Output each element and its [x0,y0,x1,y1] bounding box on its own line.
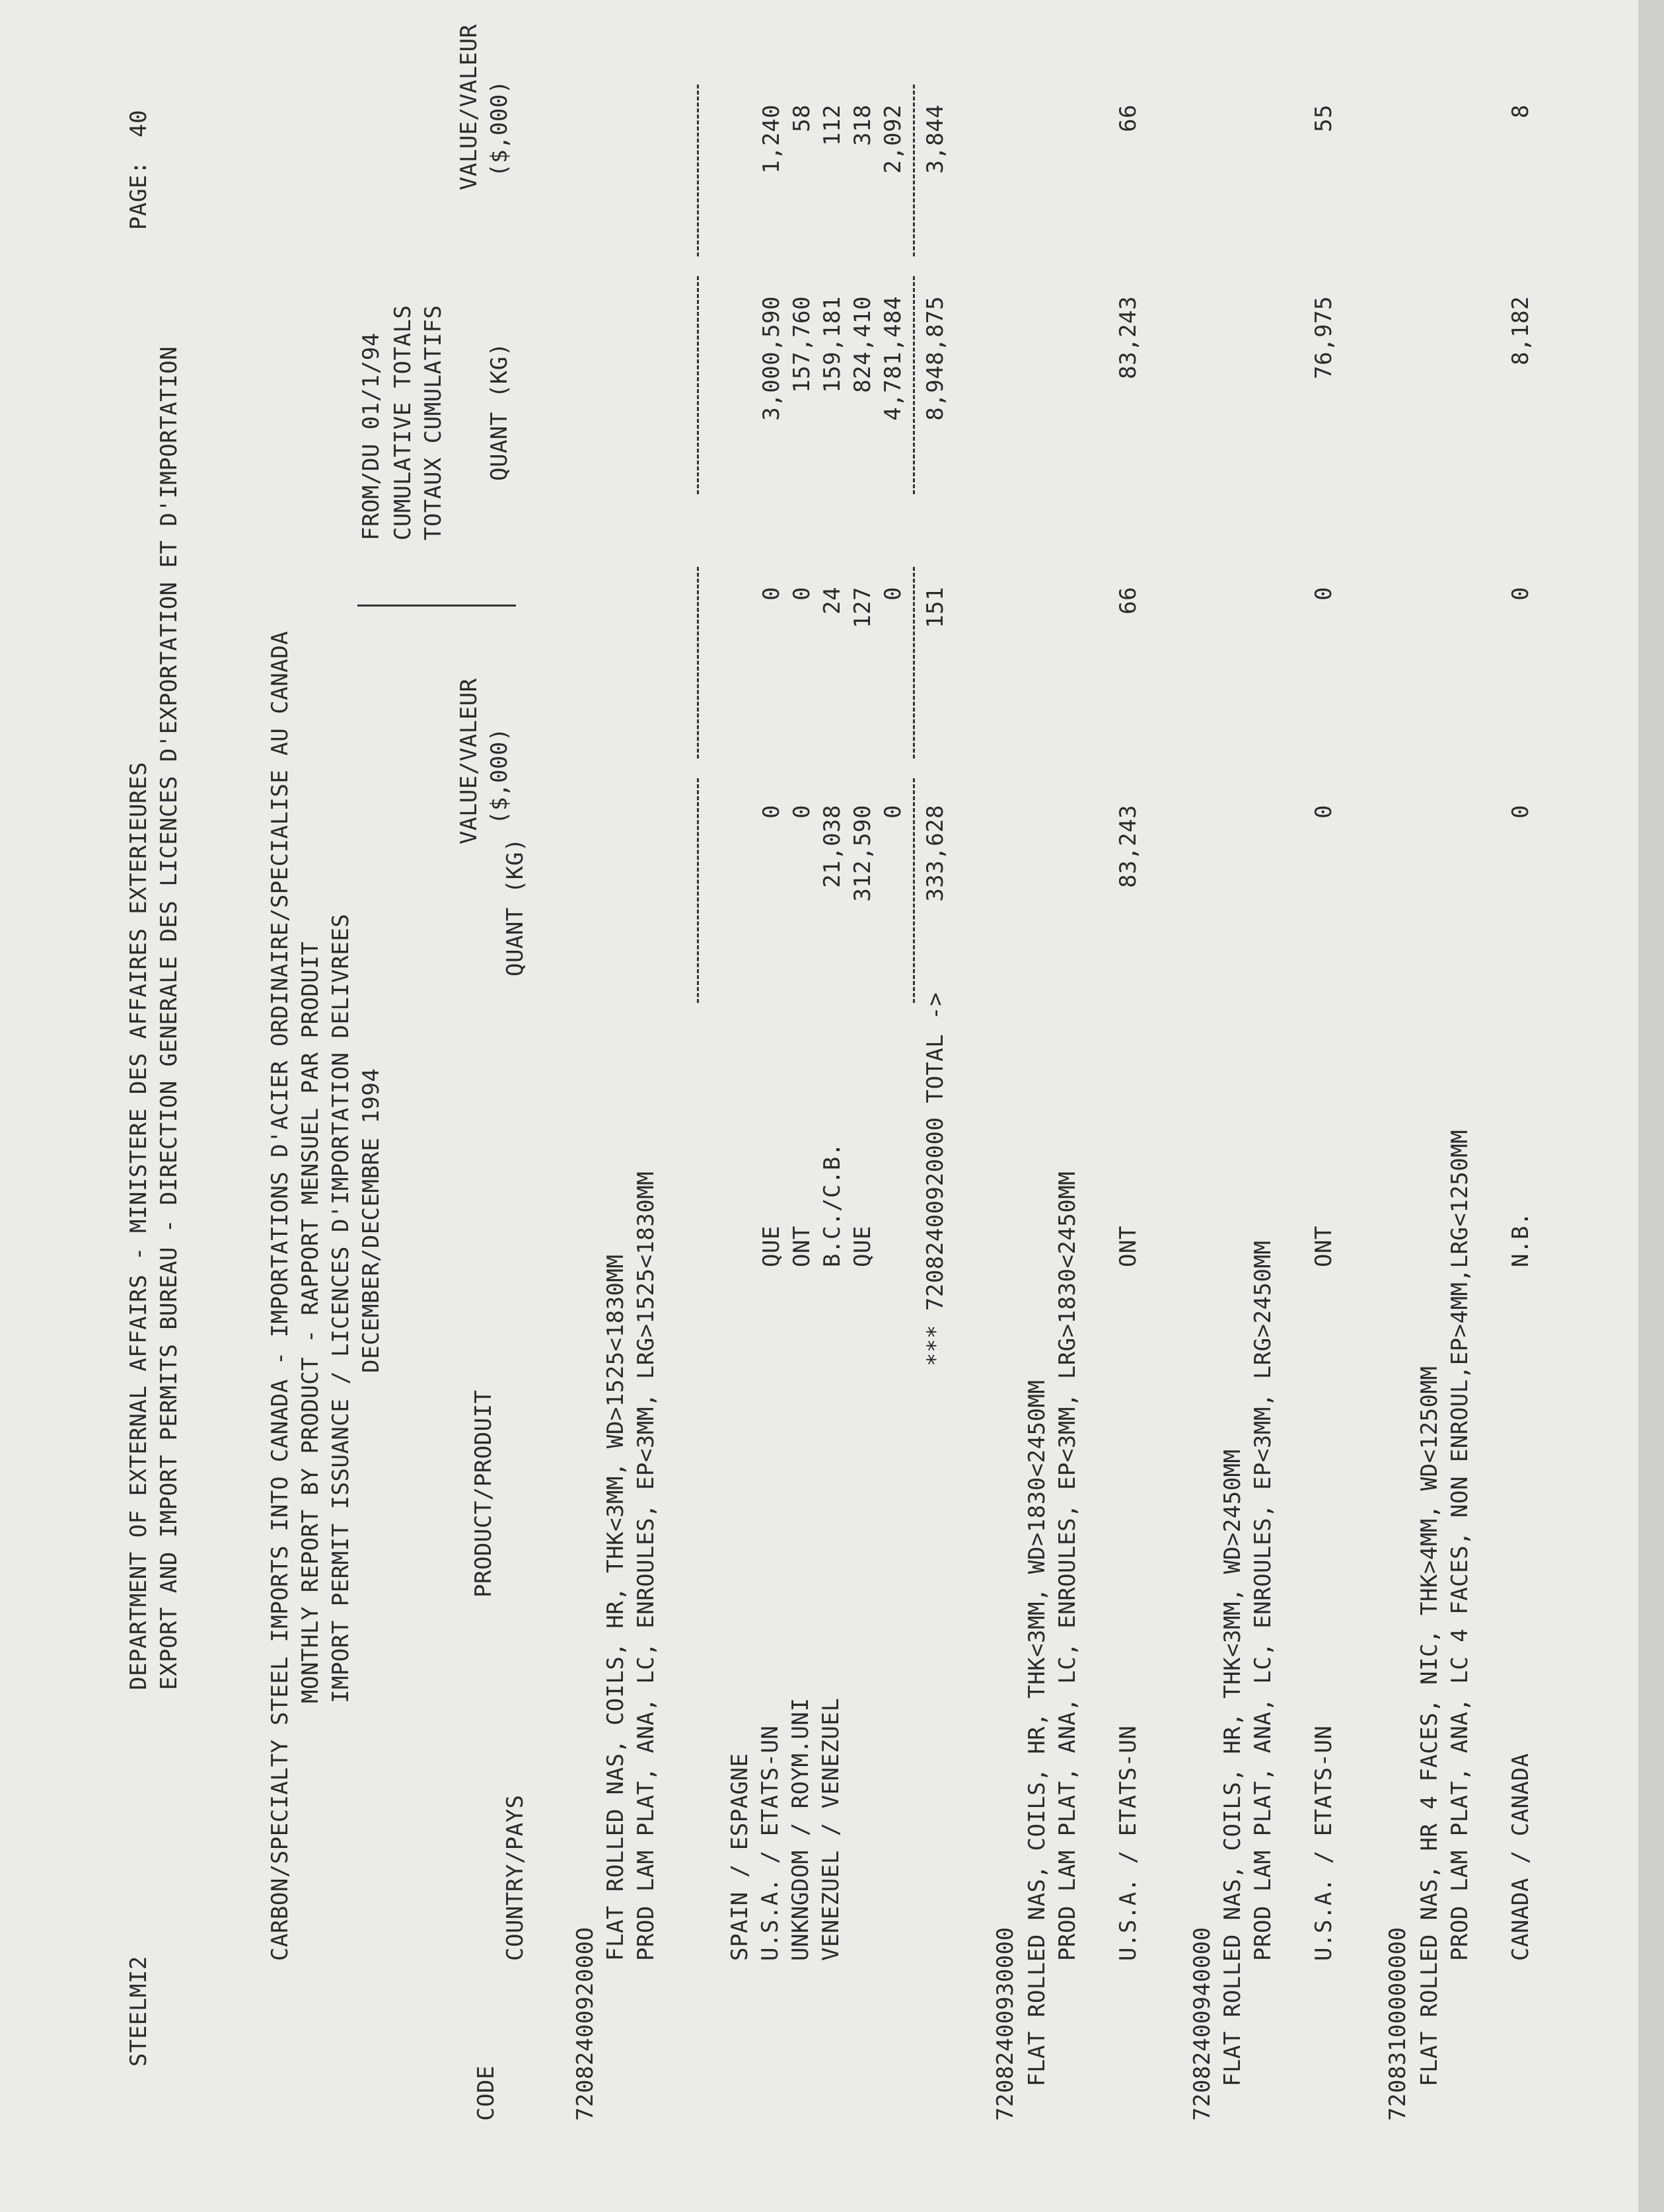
divider-cum-quant [913,276,915,494]
row-cum-quant: 8,182 [1507,296,1534,365]
row-province: QUE [850,1226,876,1267]
col-quant: QUANT (KG) [502,838,528,977]
row-country: U.S.A. / ETATS-UN [1311,1725,1337,1961]
scanner-edge [1638,0,1664,2212]
col-product: PRODUCT/PRODUIT [470,1389,497,1598]
cumulative-title-en: CUMULATIVE TOTALS [390,305,416,540]
col-code: CODE [473,2065,499,2121]
row-value: 66 [1115,587,1141,614]
total-quant: 333,628 [922,805,949,902]
product-desc-en: FLAT ROLLED NAS, COILS, HR, THK<3MM, WD>1830<2450MM [1024,1380,1050,2086]
divider-cum-value [913,85,915,256]
col-cum-quant: QUANT (KG) [486,342,513,481]
title-line-3: IMPORT PERMIT ISSUANCE / LICENCES D'IMPORTATION DELIVREES [328,913,354,1703]
row-country: CANADA / CANADA [1507,1753,1534,1961]
product-desc-fr: PROD LAM PLAT, ANA, LC 4 FACES, NON ENROUL,EP>4MM,LRG<1250MM [1447,1129,1473,1961]
row-value: 0 [789,587,815,601]
page-label: PAGE: [126,161,152,230]
title-line-4: DECEMBER/DECEMBRE 1994 [358,1068,384,1373]
row-cum-value: 318 [850,104,876,146]
row-cum-value: 1,240 [758,104,785,174]
col-value-b: ($,000) [486,727,513,825]
divider-cum-value [697,85,699,256]
row-country: U.S.A. / ETATS-UN [757,1725,783,1961]
row-value: 0 [1507,587,1534,601]
product-desc-en: FLAT ROLLED NAS, HR 4 FACES, NIC, THK>4MM, WD<1250MM [1416,1366,1443,2086]
col-cum-value-b: ($,000) [486,80,513,177]
total-cum-quant: 8,948,875 [922,296,949,421]
cumulative-from: FROM/DU 01/1/94 [358,332,384,540]
row-cum-quant: 159,181 [819,296,846,393]
row-cum-value: 8 [1507,104,1534,118]
cumulative-title-fr: TOTAUX CUMULATIFS [420,305,447,540]
product-desc-fr: PROD LAM PLAT, ANA, LC, ENROULES, EP<3MM, LRG>1830<2450MM [1054,1171,1081,1961]
row-value: 127 [850,587,876,628]
product-desc-en: FLAT ROLLED NAS, COILS, HR, THK<3MM, WD>2450MM [1219,1449,1246,2086]
row-cum-quant: 3,000,590 [758,296,785,421]
row-quant: 0 [789,805,815,819]
row-province: ONT [1115,1226,1141,1267]
total-cum-value: 3,844 [922,104,949,174]
product-desc-en: FLAT ROLLED NAS, COILS, HR, THK<3MM, WD>1525<1830MM [602,1254,629,1961]
divider-value [913,567,915,758]
row-quant: 21,038 [819,805,846,888]
row-province: N.B. [1507,1212,1534,1267]
dept-line-2: EXPORT AND IMPORT PERMITS BUREAU - DIRECTION GENERALE DES LICENCES D'EXPORTATION ET D'IMPORTATION [156,346,182,1690]
row-province: QUE [758,1226,785,1267]
divider-quant [697,778,699,1003]
product-desc-fr: PROD LAM PLAT, ANA, LC, ENROULES, EP<3MM, LRG>1525<1830MM [633,1171,659,1961]
product-code: 72082400940000 [1189,1927,1215,2121]
col-country: COUNTRY/PAYS [502,1794,528,1961]
row-value: 0 [1311,587,1337,601]
report-id: STEELMI2 [126,1956,152,2067]
product-desc-fr: PROD LAM PLAT, ANA, LC, ENROULES, EP<3MM, LRG>2450MM [1250,1240,1276,1961]
row-cum-quant: 83,243 [1115,296,1141,379]
row-province: ONT [789,1226,815,1267]
row-country: UNKNGDOM / ROYM.UNI [787,1697,814,1961]
row-value: 0 [758,587,785,601]
row-province: B.C./C.B. [819,1142,846,1267]
page-number: 40 [126,110,152,137]
divider-quant [913,778,915,1003]
col-value-a: VALUE/VALEUR [456,678,482,844]
col-cum-value-a: VALUE/VALEUR [456,24,482,190]
total-label: *** 72082400920000 TOTAL -> [922,992,949,1366]
row-quant: 0 [758,805,785,819]
row-country: SPAIN / ESPAGNE [727,1753,753,1961]
divider-value [697,567,699,758]
dept-line-1: DEPARTMENT OF EXTERNAL AFFAIRS - MINISTERE DES AFFAIRES EXTERIEURES [126,762,152,1690]
divider-cum-quant [697,276,699,494]
row-province: ONT [1311,1226,1337,1267]
product-code: 72082400930000 [992,1927,1019,2121]
total-value: 151 [922,587,949,628]
row-quant: 0 [880,805,906,819]
row-value: 24 [819,587,846,614]
row-country: VENEZUEL / VENEZUEL [818,1697,844,1961]
row-cum-value: 66 [1115,104,1141,132]
row-cum-value: 55 [1311,104,1337,132]
row-cum-quant: 76,975 [1311,296,1337,379]
row-cum-value: 58 [789,104,815,132]
title-line-2: MONTHLY REPORT BY PRODUCT - RAPPORT MENSUEL PAR PRODUIT [297,941,324,1703]
row-cum-quant: 824,410 [850,296,876,393]
row-cum-quant: 157,760 [789,296,815,393]
row-quant: 312,590 [850,805,876,902]
row-cum-value: 2,092 [880,104,906,174]
title-line-1: CARBON/SPECIALTY STEEL IMPORTS INTO CANADA - IMPORTATIONS D'ACIER ORDINAIRE/SPECIALISE AU CANADA [267,630,293,1961]
row-country: U.S.A. / ETATS-UN [1115,1725,1141,1961]
product-code: 72083100000000 [1385,1927,1411,2121]
column-separator-bar [357,605,516,607]
row-quant: 0 [1507,805,1534,819]
row-cum-quant: 4,781,484 [880,296,906,421]
row-cum-value: 112 [819,104,846,146]
row-quant: 83,243 [1115,805,1141,888]
row-quant: 0 [1311,805,1337,819]
product-code: 7208240092000O [572,1927,598,2121]
row-value: 0 [880,587,906,601]
